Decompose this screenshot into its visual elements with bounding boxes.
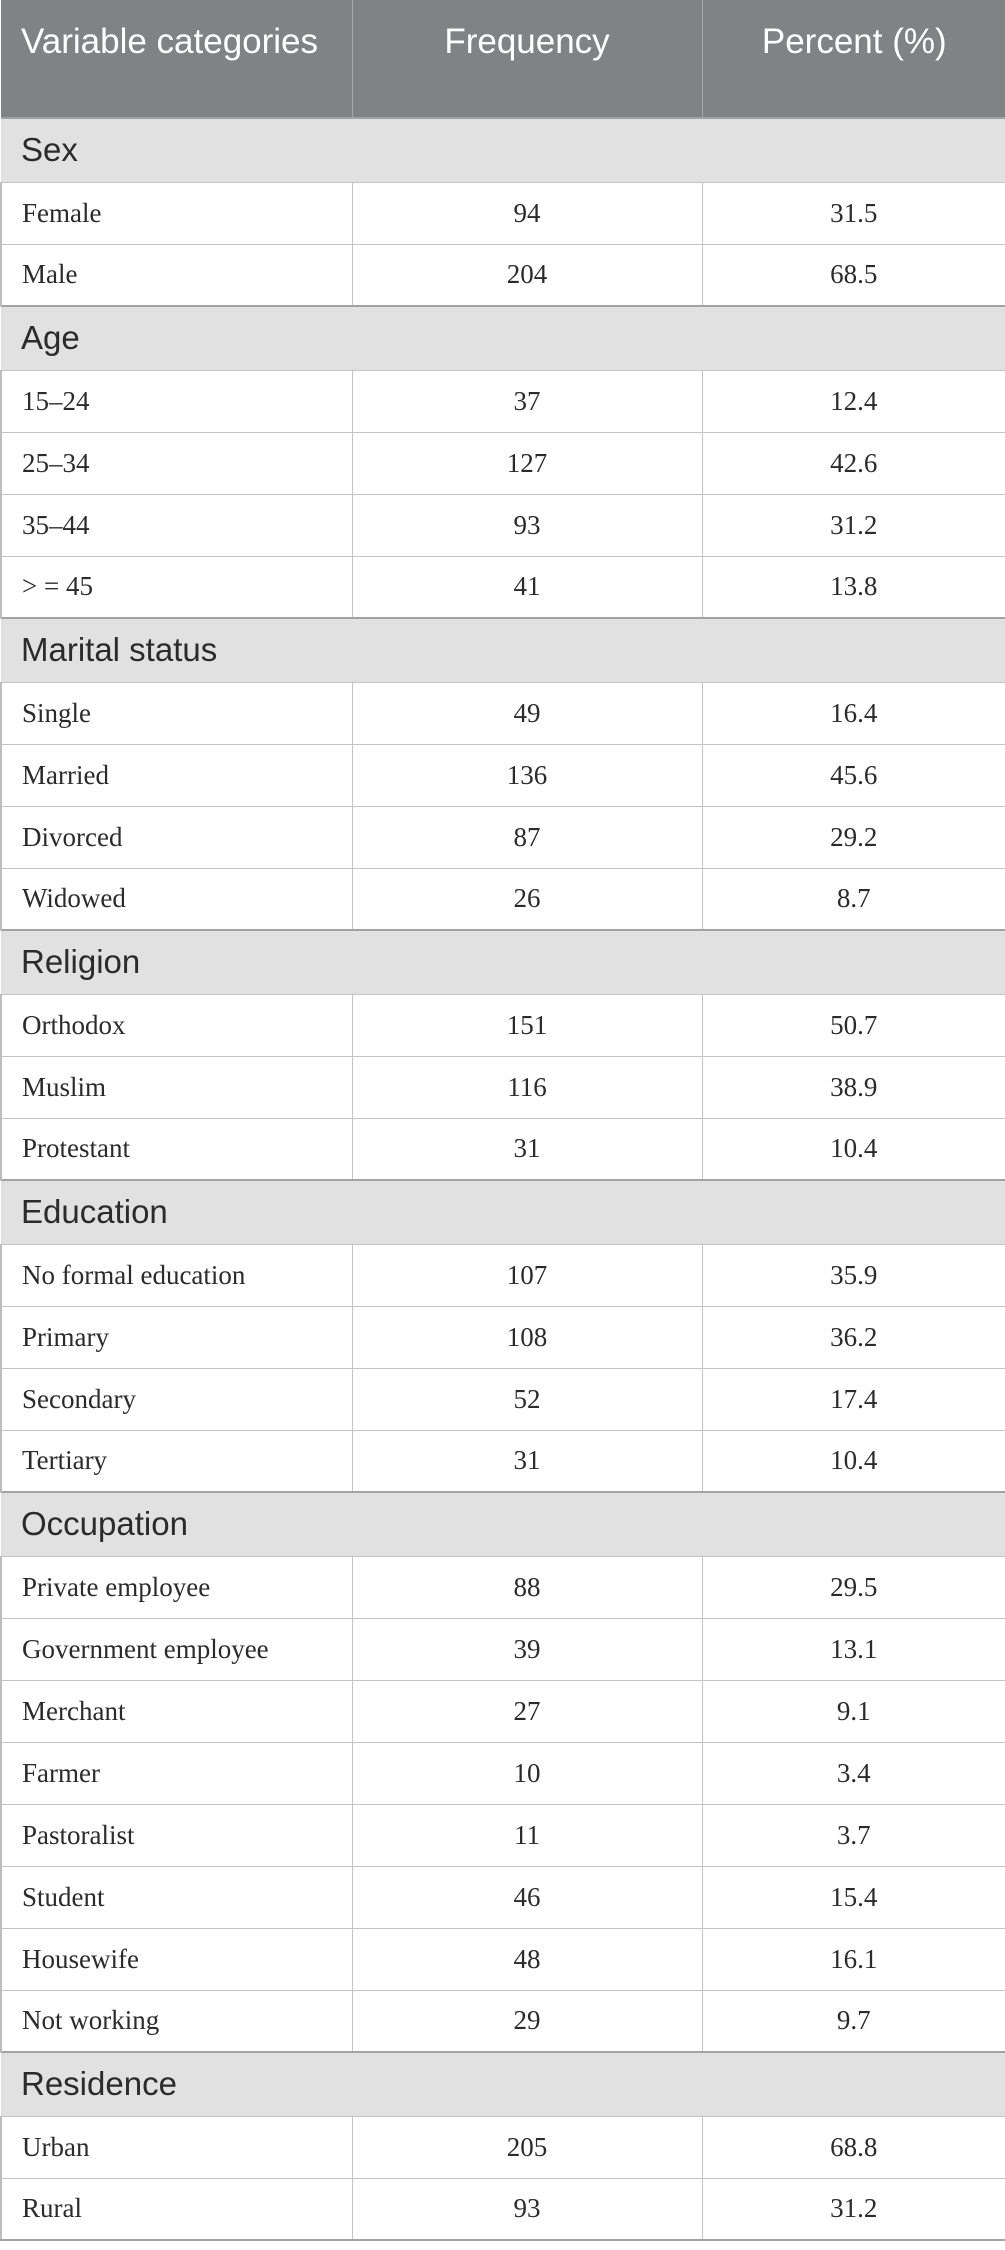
section-title: Religion (1, 930, 1005, 994)
frequency-cell: 107 (352, 1244, 702, 1306)
frequency-cell: 11 (352, 1804, 702, 1866)
percent-cell: 31.2 (702, 494, 1005, 556)
percent-cell: 10.4 (702, 1118, 1005, 1180)
table-row (1, 1556, 1005, 1618)
table-row (1, 806, 1005, 868)
percent-cell: 9.1 (702, 1680, 1005, 1742)
frequency-cell: 108 (352, 1306, 702, 1368)
frequency-cell: 31 (352, 1118, 702, 1180)
table-row (1, 2178, 1005, 2240)
table-row (1, 868, 1005, 930)
category-label-cell: Widowed (1, 868, 352, 930)
percent-cell: 50.7 (702, 994, 1005, 1056)
category-label-cell: Married (1, 744, 352, 806)
table-row (1, 1430, 1005, 1492)
frequency-cell: 41 (352, 556, 702, 618)
table-row (1, 1618, 1005, 1680)
percent-cell: 31.2 (702, 2178, 1005, 2240)
table-row (1, 1866, 1005, 1928)
percent-cell: 3.4 (702, 1742, 1005, 1804)
frequency-cell: 136 (352, 744, 702, 806)
frequency-cell: 48 (352, 1928, 702, 1990)
category-label-cell: Protestant (1, 1118, 352, 1180)
category-label-cell: Female (1, 182, 352, 244)
percent-cell: 16.1 (702, 1928, 1005, 1990)
frequency-cell: 31 (352, 1430, 702, 1492)
section-row-marital-status (1, 618, 1005, 682)
table-row (1, 370, 1005, 432)
category-label-cell: Male (1, 244, 352, 306)
percent-cell: 13.1 (702, 1618, 1005, 1680)
category-label-cell: Orthodox (1, 994, 352, 1056)
frequency-cell: 116 (352, 1056, 702, 1118)
category-label-cell: Private employee (1, 1556, 352, 1618)
percent-cell: 36.2 (702, 1306, 1005, 1368)
table-row (1, 2116, 1005, 2178)
table-row (1, 1804, 1005, 1866)
frequency-cell: 27 (352, 1680, 702, 1742)
table-row (1, 244, 1005, 306)
frequency-cell: 93 (352, 2178, 702, 2240)
frequency-cell: 151 (352, 994, 702, 1056)
table-row (1, 1990, 1005, 2052)
table-row (1, 1244, 1005, 1306)
frequency-cell: 94 (352, 182, 702, 244)
percent-cell: 10.4 (702, 1430, 1005, 1492)
table-row (1, 1306, 1005, 1368)
percent-cell: 3.7 (702, 1804, 1005, 1866)
percent-cell: 16.4 (702, 682, 1005, 744)
percent-cell: 35.9 (702, 1244, 1005, 1306)
category-label-cell: No formal education (1, 1244, 352, 1306)
table-row (1, 432, 1005, 494)
header-frequency: Frequency (352, 0, 702, 118)
header-row (1, 0, 1005, 118)
category-label-cell: 15–24 (1, 370, 352, 432)
category-label-cell: Tertiary (1, 1430, 352, 1492)
percent-cell: 9.7 (702, 1990, 1005, 2052)
category-label-cell: Primary (1, 1306, 352, 1368)
percent-cell: 31.5 (702, 182, 1005, 244)
category-label-cell: Divorced (1, 806, 352, 868)
percent-cell: 42.6 (702, 432, 1005, 494)
percent-cell: 15.4 (702, 1866, 1005, 1928)
table-header (1, 0, 1005, 118)
table-row (1, 494, 1005, 556)
section-row-education (1, 1180, 1005, 1244)
frequency-cell: 37 (352, 370, 702, 432)
table-row (1, 1118, 1005, 1180)
category-label-cell: Merchant (1, 1680, 352, 1742)
category-label-cell: Pastoralist (1, 1804, 352, 1866)
category-label-cell: Rural (1, 2178, 352, 2240)
section-title: Education (1, 1180, 1005, 1244)
category-label-cell: > = 45 (1, 556, 352, 618)
table-body (1, 118, 1005, 2240)
category-label-cell: Single (1, 682, 352, 744)
category-label-cell: Farmer (1, 1742, 352, 1804)
category-label-cell: Muslim (1, 1056, 352, 1118)
section-title: Residence (1, 2052, 1005, 2116)
table-row (1, 1928, 1005, 1990)
table-row (1, 682, 1005, 744)
percent-cell: 17.4 (702, 1368, 1005, 1430)
table-row (1, 1056, 1005, 1118)
percent-cell: 29.5 (702, 1556, 1005, 1618)
percent-cell: 45.6 (702, 744, 1005, 806)
frequency-cell: 205 (352, 2116, 702, 2178)
category-label-cell: Housewife (1, 1928, 352, 1990)
frequency-cell: 93 (352, 494, 702, 556)
section-row-residence (1, 2052, 1005, 2116)
header-percent: Percent (%) (702, 0, 1005, 118)
section-row-sex (1, 118, 1005, 182)
table-row (1, 744, 1005, 806)
header-variable-categories: Variable categories (1, 0, 352, 118)
frequency-cell: 52 (352, 1368, 702, 1430)
section-title: Occupation (1, 1492, 1005, 1556)
frequency-cell: 88 (352, 1556, 702, 1618)
section-title: Sex (1, 118, 1005, 182)
frequency-cell: 204 (352, 244, 702, 306)
frequency-cell: 87 (352, 806, 702, 868)
percent-cell: 68.5 (702, 244, 1005, 306)
table-row (1, 1742, 1005, 1804)
frequency-cell: 127 (352, 432, 702, 494)
category-label-cell: Student (1, 1866, 352, 1928)
frequency-cell: 39 (352, 1618, 702, 1680)
percent-cell: 68.8 (702, 2116, 1005, 2178)
category-label-cell: Urban (1, 2116, 352, 2178)
percent-cell: 13.8 (702, 556, 1005, 618)
section-row-age (1, 306, 1005, 370)
category-label-cell: 25–34 (1, 432, 352, 494)
frequency-cell: 29 (352, 1990, 702, 2052)
section-row-religion (1, 930, 1005, 994)
section-title: Age (1, 306, 1005, 370)
table-row (1, 994, 1005, 1056)
percent-cell: 12.4 (702, 370, 1005, 432)
percent-cell: 29.2 (702, 806, 1005, 868)
table-row (1, 1680, 1005, 1742)
percent-cell: 38.9 (702, 1056, 1005, 1118)
category-label-cell: Not working (1, 1990, 352, 2052)
frequency-cell: 26 (352, 868, 702, 930)
frequency-cell: 46 (352, 1866, 702, 1928)
percent-cell: 8.7 (702, 868, 1005, 930)
category-label-cell: Secondary (1, 1368, 352, 1430)
section-row-occupation (1, 1492, 1005, 1556)
frequency-cell: 10 (352, 1742, 702, 1804)
category-label-cell: 35–44 (1, 494, 352, 556)
frequency-cell: 49 (352, 682, 702, 744)
section-title: Marital status (1, 618, 1005, 682)
table-row (1, 1368, 1005, 1430)
table-row (1, 182, 1005, 244)
category-label-cell: Government employee (1, 1618, 352, 1680)
table-row (1, 556, 1005, 618)
